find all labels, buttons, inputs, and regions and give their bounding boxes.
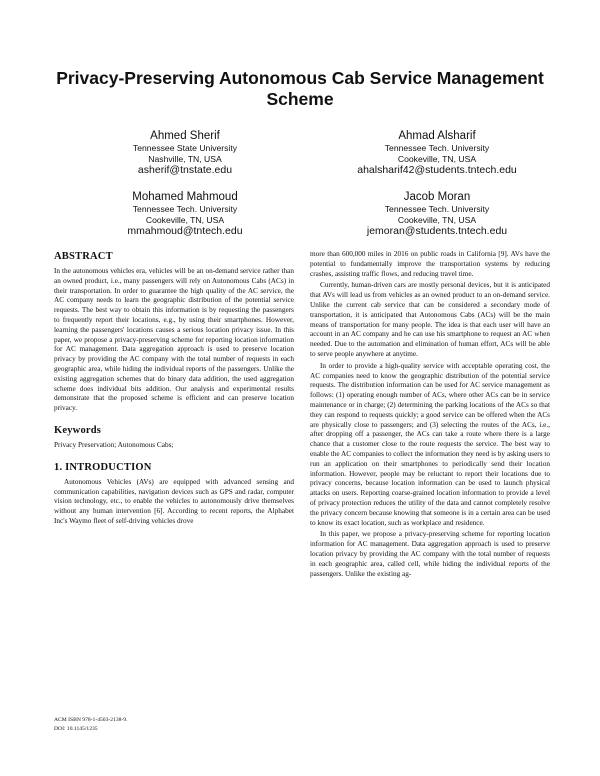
author-email[interactable]: mmahmoud@tntech.edu xyxy=(127,225,243,237)
author-email[interactable]: asherif@tnstate.edu xyxy=(137,164,233,176)
author-email[interactable]: jemoran@students.tntech.edu xyxy=(366,225,508,237)
keywords-text: Privacy Preservation; Autonomous Cabs; xyxy=(54,440,174,449)
left-column xyxy=(54,250,294,527)
author-affiliation: Tennessee State University xyxy=(132,143,238,153)
introduction-heading: 1. INTRODUCTION xyxy=(54,461,152,473)
paper-title: Privacy-Preserving Autonomous Cab Service Management Scheme xyxy=(56,68,544,109)
intro-paragraph: Currently, human-driven cars are mostly personal devices, but it is anticipated that AVs will lead us from vehicles as an owned product to an on-demand service. Unlike the current cab service that can be considered a secondary mode of transportation, it is anticipated that Autonomous Cabs (ACs) will be the main means of transportation for many people. The idea is that each user will have an account in an AC company and he can use his smartphone to request an AC when needed. Due to the automation and elimination of human effort, ACs will be able to serve people anywhere at anytime. xyxy=(310,281,550,358)
author-affiliation: Tennessee Tech. University xyxy=(384,143,490,153)
author-block xyxy=(70,129,300,177)
keywords-heading: Keywords xyxy=(54,424,102,436)
doi-text: DOI: 10.1145/1235 xyxy=(54,725,98,732)
abstract-heading: ABSTRACT xyxy=(54,251,113,262)
footnote xyxy=(54,716,294,733)
author-name: Mohamed Mahmoud xyxy=(132,191,238,203)
author-affiliation: Tennessee Tech. University xyxy=(384,204,490,214)
isbn-text: ACM ISBN 978-1-4503-2138-9. xyxy=(54,717,128,723)
author-name: Jacob Moran xyxy=(403,191,471,203)
author-name: Ahmad Alsharif xyxy=(398,130,476,142)
author-affiliation: Tennessee Tech. University xyxy=(132,204,238,214)
author-location: Cookeville, TN, USA xyxy=(397,153,477,164)
right-column xyxy=(310,250,550,579)
author-location: Cookeville, TN, USA xyxy=(145,214,225,225)
intro-paragraph: Autonomous Vehicles (AVs) are equipped with advanced sensing and communication capabilities, navigation devices such as GPS and radar, computer vision technology, etc., to enable the vehicles to autonomously drive themselves without any human intervention [6]. According to recent reports, the Alphabet Inc's Waymo fleet of self-driving vehicles drove xyxy=(54,477,294,525)
abstract-text: In the autonomous vehicles era, vehicles will be an on-demand service rather than an owned product, i.e., many passengers will rely on Autonomous Cabs (ACs) in their transportation. In order to guarantee the high quality of the AC service, the AC company needs to learn the geographic distribution of the potential service requests. The best way to obtain this information is by requesting the passengers to frequently report their locations, e.g., by using their smartphones. However, learning the passengers' locations causes a serious location privacy issue. In this paper, we propose a privacy-preserving scheme for reporting location information for AC management. Data aggregation approach is used to preserve location privacy by providing the AC company with the total number of requests in each geographic area, while hiding the individual reports of the passengers. Unlike the existing aggregation schemes that do binary data addition, the used aggregation scheme does individual bits addition. Our analysis and experimental results demonstrate that the proposed scheme is efficient and can preserve location privacy. xyxy=(54,267,294,413)
author-block xyxy=(70,190,300,238)
intro-paragraph: In this paper, we propose a privacy-preserving scheme for reporting location information for AC management. Data aggregation approach is used to preserve location privacy by providing the AC company with the total number of requests in each geographic area, called cell, while hiding the individual reports of the passengers. Unlike the existing ag- xyxy=(310,530,550,578)
intro-paragraph: In order to provide a high-quality service with acceptable operating cost, the AC companies need to know the geographic distribution of the potential service requests. The distribution information can be used for AC service management as follows: (1) operating enough number of ACs, where other ACs can be in service maintenance or in charge; (2) determining the parking locations of the ACs so that they can respond to requests quickly; a good service can be offered when the ACs are physically close to passengers; and (3) selecting the routes of the ACs, i.e., after dropping off a passenger, the ACs can take a route where there is a large chance that a customer close to the route requests the service. The best way to enable the AC companies to collect the information they need is by asking users to run an application on their smartphones to periodically send their location information. However, people may be reluctant to report their locations due to privacy concerns, because location information can be used to launch physical attacks on users. Reporting coarse-grained location information to provide a level of privacy protection reduces the utility of the data and cannot completely resolve the privacy concern because knowing that someone is in a certain area can be used to know its exact location, such as workplace and residence. xyxy=(310,361,550,527)
author-block xyxy=(322,190,552,238)
author-email[interactable]: ahalsharif42@students.tntech.edu xyxy=(357,164,517,176)
author-name: Ahmed Sherif xyxy=(150,130,220,142)
author-location: Nashville, TN, USA xyxy=(148,153,222,164)
author-location: Cookeville, TN, USA xyxy=(397,214,477,225)
author-block xyxy=(322,129,552,177)
intro-paragraph-continued: more than 600,000 miles in 2016 on public roads in California [9]. AVs have the potential to fundamentally improve the transportation systems by reducing crashes, assisting traffic flows, and reducing travel time. xyxy=(310,250,550,278)
